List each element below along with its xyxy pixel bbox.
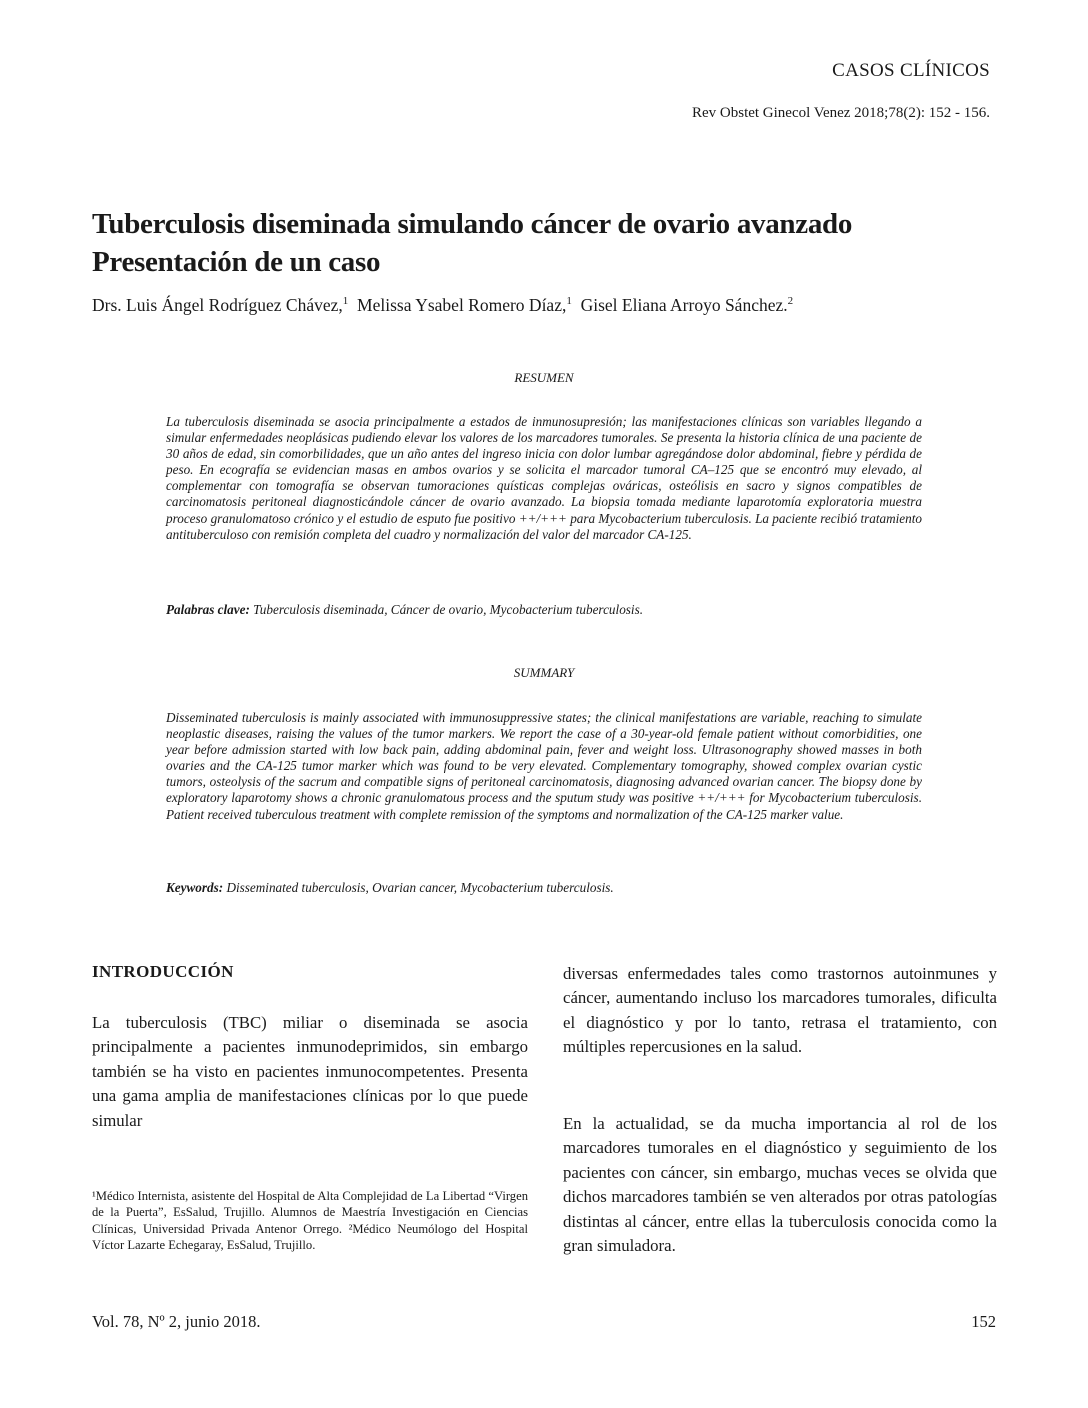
introduction-heading: INTRODUCCIÓN	[92, 962, 234, 981]
summary-body: Disseminated tuberculosis is mainly associated with immunosuppressive states; the clinical manifestations are variable, reaching to simulate neoplastic diseases, raising the values of the tumor markers. We report the case of a 30-year-old female patient without comorbidities, one year before admission started with low back pain, adding abdominal pain, fever and weight loss. Ultrasonography showed masses in both ovaries and the CA-125 tumor marker which was found to be very elevated. Complementary tomography, showed complex ovarian cystic tumors, osteolysis of the sacrum and compatible signs of peritoneal carcinomatosis, diagnosing advanced ovarian cancer. The biopsy done by exploratory laparotomy shows a chronic granulomatous process and the sputum study was positive ++/+++ for Mycobacterium tuberculosis. Patient received tuberculous treatment with complete remission of the symptoms and normalization of the CA-125 marker value.	[166, 710, 922, 822]
intro-paragraph-3: En la actualidad, se da mucha importancia al rol de los marcadores tumorales en el diagnóstico y seguimiento de los pacientes con cáncer, sin embargo, muchas veces se olvida que dichos marcadores también se ven alterados por otras patologías distintas al cáncer, entre ellas la tuberculosis conocida como la gran simuladora.	[563, 1114, 997, 1256]
authors-prefix: Drs.	[92, 295, 127, 315]
keywords-es: Tuberculosis diseminada, Cáncer de ovario, Mycobacterium tuberculosis.	[249, 602, 644, 617]
author-list	[92, 295, 972, 316]
summary-heading: SUMMARY	[513, 665, 575, 680]
resumen-heading: RESUMEN	[514, 370, 574, 385]
journal-citation: Rev Obstet Ginecol Venez 2018;78(2): 152 - 156.	[691, 105, 990, 121]
intro-paragraph-2: diversas enfermedades tales como trastornos autoinmunes y cáncer, aumentando incluso los marcadores tumorales, dificulta el diagnóstico y por lo tanto, retrasa el tratamiento, con múltiples repercusiones en la salud.	[563, 964, 997, 1057]
author-3: Gisel Eliana Arroyo Sánchez.	[580, 295, 788, 315]
author-2-affiliation: 1	[566, 295, 572, 308]
section-label: CASOS CLÍNICOS	[832, 60, 990, 81]
summary-keywords	[166, 880, 922, 896]
title-line-1: Tuberculosis diseminada simulando cáncer de ovario avanzado	[92, 208, 853, 240]
keywords-en: Disseminated tuberculosis, Ovarian cancer, Mycobacterium tuberculosis.	[223, 880, 614, 895]
intro-right-column-top	[563, 962, 997, 1060]
resumen-body: La tuberculosis diseminada se asocia principalmente a estados de inmunosupresión; las manifestaciones clínicas son variables llegando a simular enfermedades neoplásicas pudiendo elevar los valores de los marcadores tumorales. Se presenta la historia clínica de una paciente de 30 años de edad, sin comorbilidades, que un año antes del ingreso inicia con dolor lumbar agregándose dolor abdominal, fiebre y pérdida de peso. En ecografía se evidencian masas en ambos ovarios y se solicita el marcador tumoral CA–125 que se encontró muy elevado, al complementar con tomografía se observan tumoraciones quísticas complejas ováricas, osteólisis en sacro y signos compatibles de carcinomatosis peritoneal diagnosticándole cáncer de ovario avanzado. La biopsia tomada mediante laparotomía exploratoria muestra proceso granulomatoso crónico y el estudio de esputo fue positivo ++/+++ para Mycobacterium tuberculosis. La paciente recibió tratamiento antituberculoso con remisión completa del cuadro y normalización del valor del marcador CA-125.	[166, 414, 922, 542]
author-3-affiliation: 2	[787, 295, 794, 308]
author-1: Luis Ángel Rodríguez Chávez,	[126, 295, 343, 315]
author-2: Melissa Ysabel Romero Díaz,	[357, 295, 567, 315]
resumen-keywords	[166, 602, 922, 618]
keywords-label-es: Palabras clave:	[166, 602, 250, 617]
page-number: 152	[971, 1312, 996, 1331]
author-1-affiliation: 1	[342, 295, 349, 308]
footer-volume: Vol. 78, Nº 2, junio 2018.	[92, 1312, 261, 1331]
keywords-label-en: Keywords:	[166, 880, 224, 895]
intro-paragraph-1: La tuberculosis (TBC) miliar o diseminada se asocia principalmente a pacientes inmunodeprimidos, sin embargo también se ha visto en pacientes inmunocompetentes. Presenta una gama amplia de manifestaciones clínicas por lo que puede simular	[92, 1013, 528, 1130]
affiliation-footnote: ¹Médico Internista, asistente del Hospital de Alta Complejidad de La Libertad “Virgen de la Puerta”, EsSalud, Trujillo. Alumnos de Maestría Investigación en Ciencias Clínicas, Universidad Privada Antenor Orrego. ²Médico Neumólogo del Hospital Víctor Lazarte Echegaray, EsSalud, Trujillo.	[92, 1189, 528, 1253]
intro-right-column-bottom	[563, 1112, 997, 1258]
intro-left-column	[92, 1011, 528, 1133]
article-title	[92, 205, 972, 281]
title-line-2: Presentación de un caso	[92, 246, 381, 278]
